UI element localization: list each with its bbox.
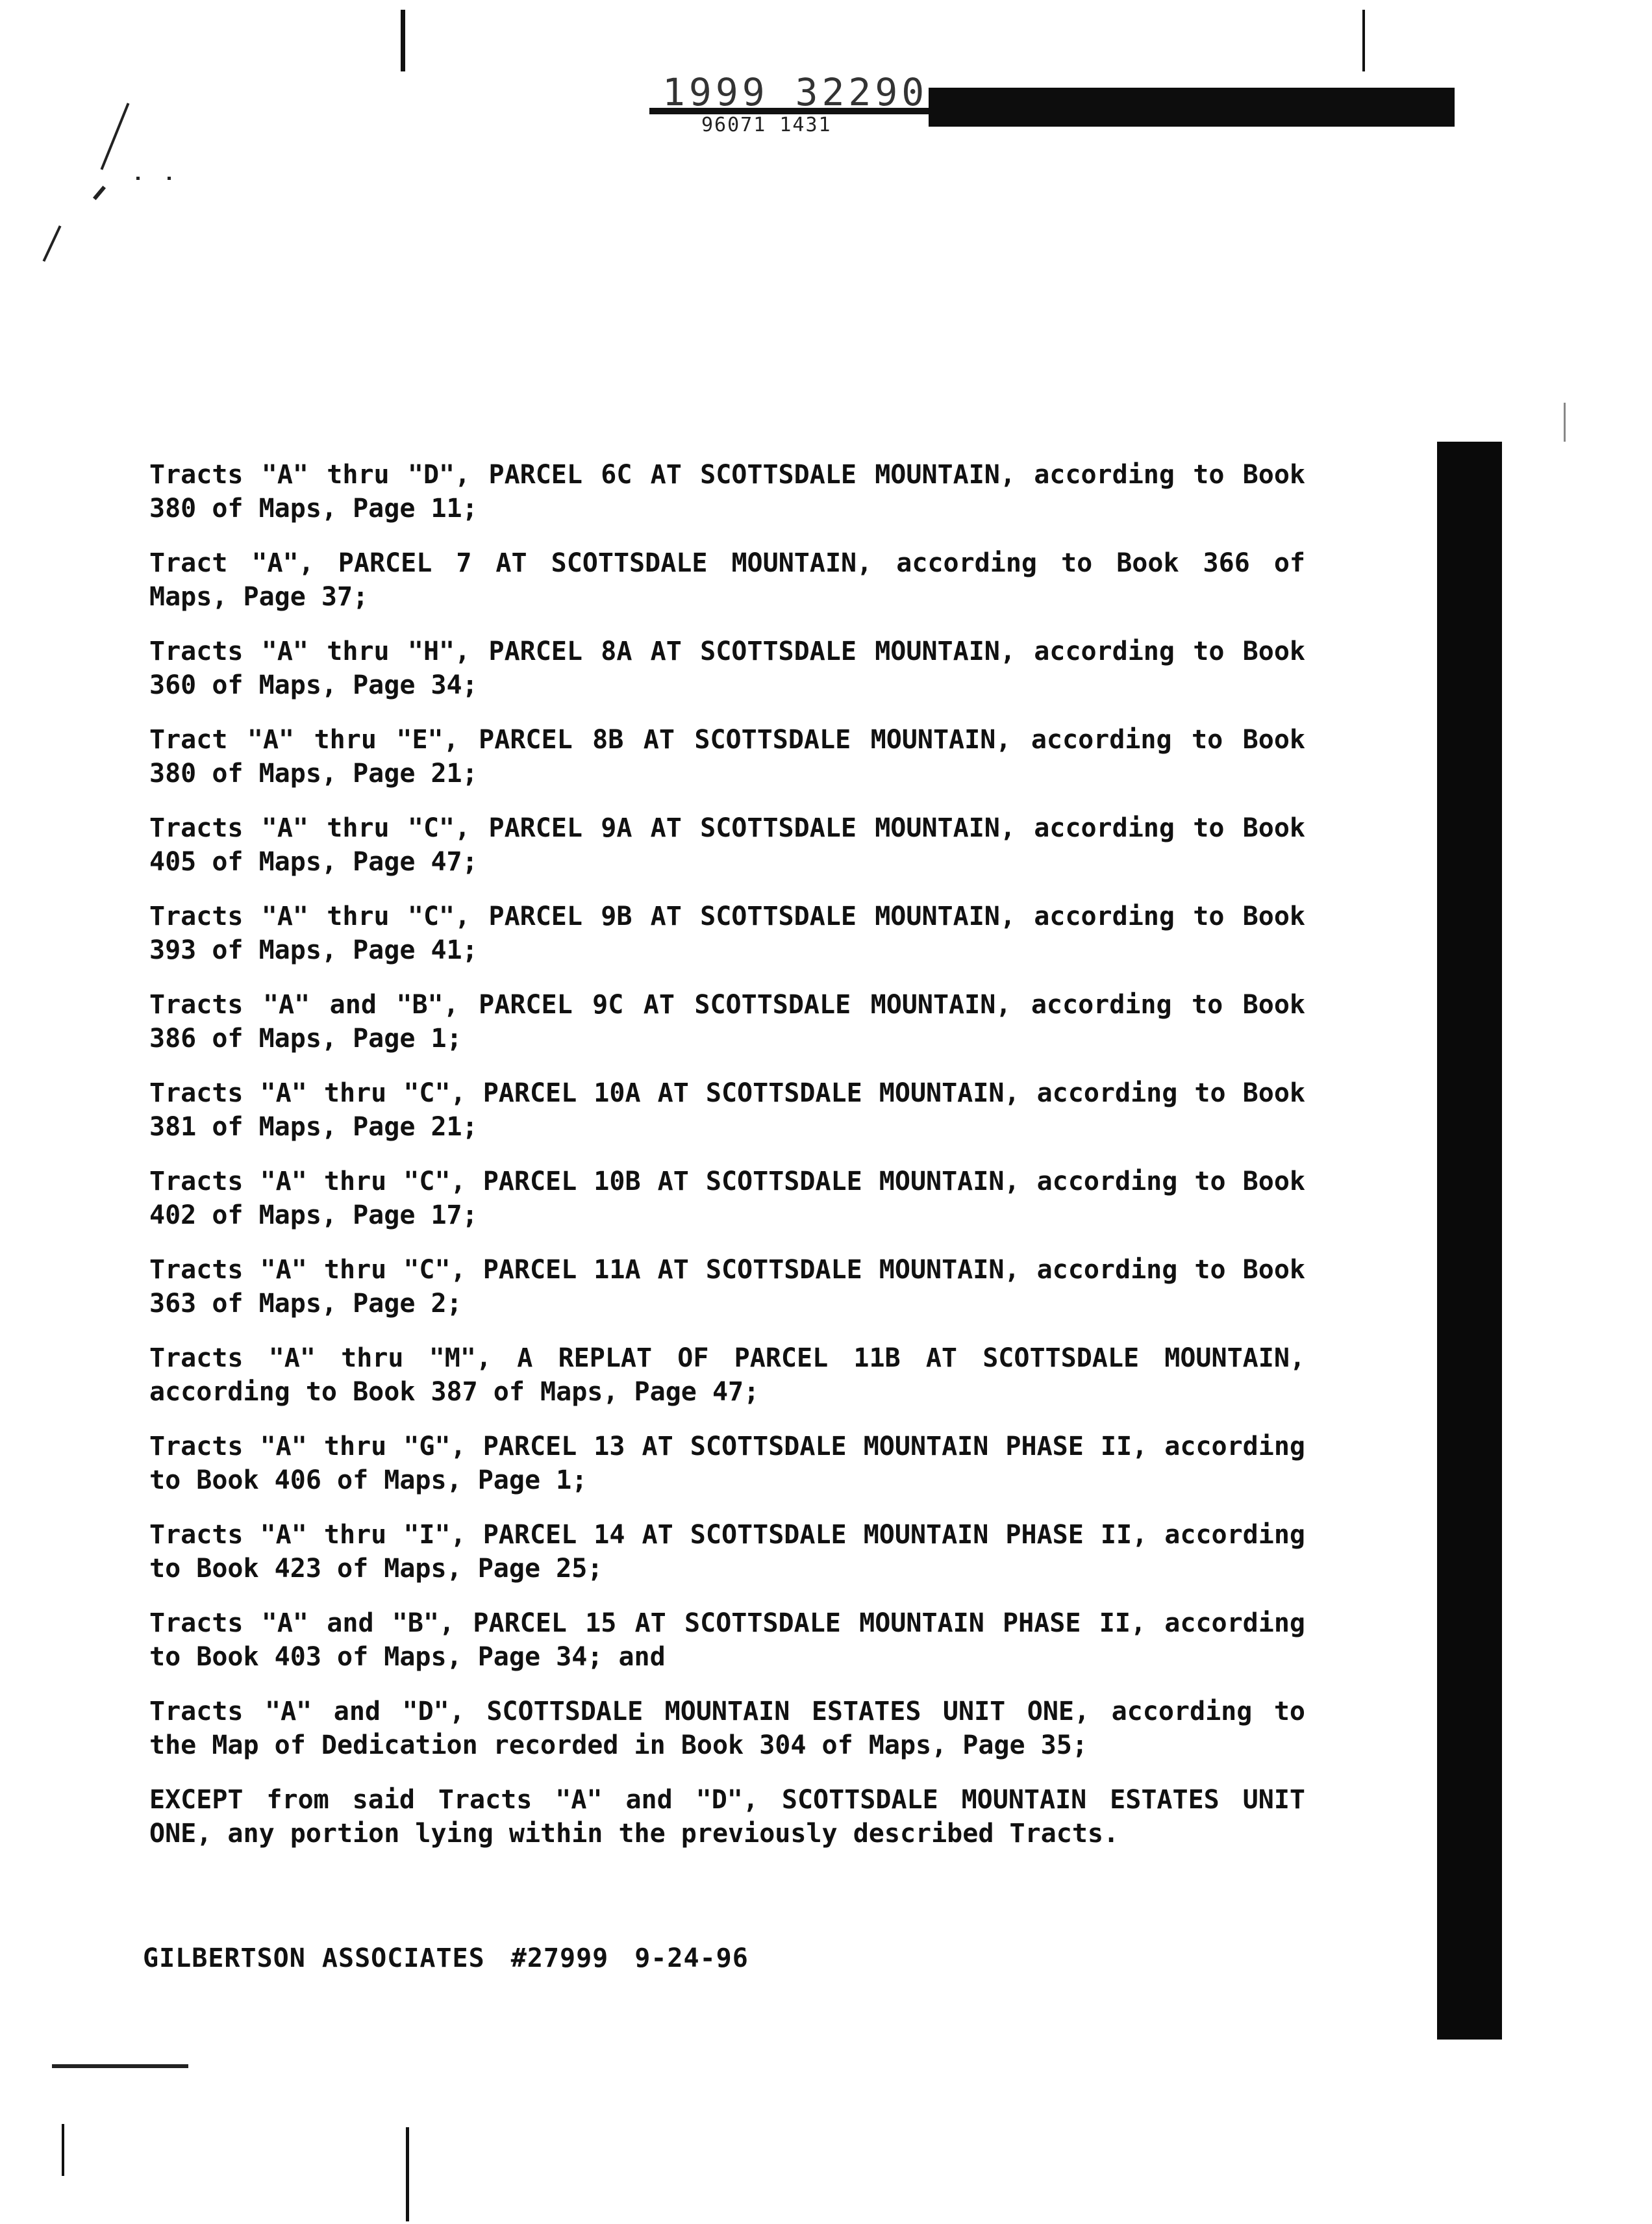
tract-paragraph: Tracts "A" and "B", PARCEL 15 AT SCOTTSDALE MOUNTAIN PHASE II, according to Book 403 of Maps, Page 34; and	[149, 1608, 1321, 1672]
preparer-date: 9-24-96	[634, 1943, 749, 1973]
scan-edge-bar	[1437, 442, 1502, 2040]
exception-paragraph: EXCEPT from said Tracts "A" and "D", SCOTTSDALE MOUNTAIN ESTATES UNIT ONE, any portion lying within the previously described Tracts.	[149, 1785, 1321, 1849]
tract-paragraph: Tracts "A" thru "D", PARCEL 6C AT SCOTTSDALE MOUNTAIN, according to Book 380 of Maps, Page 11;	[149, 460, 1321, 524]
tract-paragraph: Tracts "A" and "D", SCOTTSDALE MOUNTAIN ESTATES UNIT ONE, according to the Map of Dedication recorded in Book 304 of Maps, Page 35;	[149, 1697, 1321, 1760]
tract-paragraph: Tracts "A" and "B", PARCEL 9C AT SCOTTSDALE MOUNTAIN, according to Book 386 of Maps, Page 1;	[149, 990, 1321, 1054]
tract-paragraph: Tracts "A" thru "C", PARCEL 11A AT SCOTTSDALE MOUNTAIN, according to Book 363 of Maps, Page 2;	[149, 1255, 1321, 1319]
scan-mark-bottom-left	[62, 2124, 64, 2176]
tract-paragraph: Tract "A", PARCEL 7 AT SCOTTSDALE MOUNTAIN, according to Book 366 of Maps, Page 37;	[149, 548, 1321, 612]
scan-mark-dot-1	[136, 177, 140, 180]
recording-stamp-sub: 96071 1431	[701, 114, 832, 136]
tract-paragraph: Tracts "A" thru "C", PARCEL 9B AT SCOTTSDALE MOUNTAIN, according to Book 393 of Maps, Page 41;	[149, 902, 1321, 965]
tract-paragraph: Tract "A" thru "E", PARCEL 8B AT SCOTTSDALE MOUNTAIN, according to Book 380 of Maps, Page 21;	[149, 725, 1321, 789]
recording-stamp-number: 1999 32290	[662, 70, 929, 114]
scan-mark-bottom-dash	[52, 2064, 188, 2068]
legal-description	[149, 458, 1321, 1871]
tract-paragraph: Tracts "A" thru "C", PARCEL 10B AT SCOTTSDALE MOUNTAIN, according to Book 402 of Maps, Page 17;	[149, 1167, 1321, 1230]
tract-paragraph: Tracts "A" thru "H", PARCEL 8A AT SCOTTSDALE MOUNTAIN, according to Book 360 of Maps, Page 34;	[149, 637, 1321, 700]
scan-mark-slash-1	[101, 103, 130, 170]
preparer-job-number: #27999	[510, 1943, 609, 1973]
preparer-company: GILBERTSON ASSOCIATES	[143, 1943, 485, 1973]
scan-mark-top-right	[1362, 10, 1365, 71]
tract-paragraph: Tracts "A" thru "G", PARCEL 13 AT SCOTTSDALE MOUNTAIN PHASE II, according to Book 406 of Maps, Page 1;	[149, 1432, 1321, 1495]
scan-mark-top-left	[401, 10, 405, 71]
tract-paragraph: Tracts "A" thru "C", PARCEL 10A AT SCOTTSDALE MOUNTAIN, according to Book 381 of Maps, Page 21;	[149, 1078, 1321, 1142]
scan-mark-slash-2	[93, 186, 106, 200]
header-bar	[929, 88, 1455, 127]
preparer-footer	[143, 1943, 775, 1973]
tract-paragraph: Tracts "A" thru "I", PARCEL 14 AT SCOTTSDALE MOUNTAIN PHASE II, according to Book 423 of Maps, Page 25;	[149, 1520, 1321, 1584]
tract-paragraph: Tracts "A" thru "M", A REPLAT OF PARCEL 11B AT SCOTTSDALE MOUNTAIN, according to Book 387 of Maps, Page 47;	[149, 1343, 1321, 1407]
scan-mark-right-thin	[1564, 403, 1566, 442]
scan-mark-bottom-center	[406, 2127, 409, 2221]
scan-mark-dot-2	[168, 177, 171, 180]
scan-mark-slash-3	[43, 225, 62, 262]
tract-paragraph: Tracts "A" thru "C", PARCEL 9A AT SCOTTSDALE MOUNTAIN, according to Book 405 of Maps, Page 47;	[149, 813, 1321, 877]
